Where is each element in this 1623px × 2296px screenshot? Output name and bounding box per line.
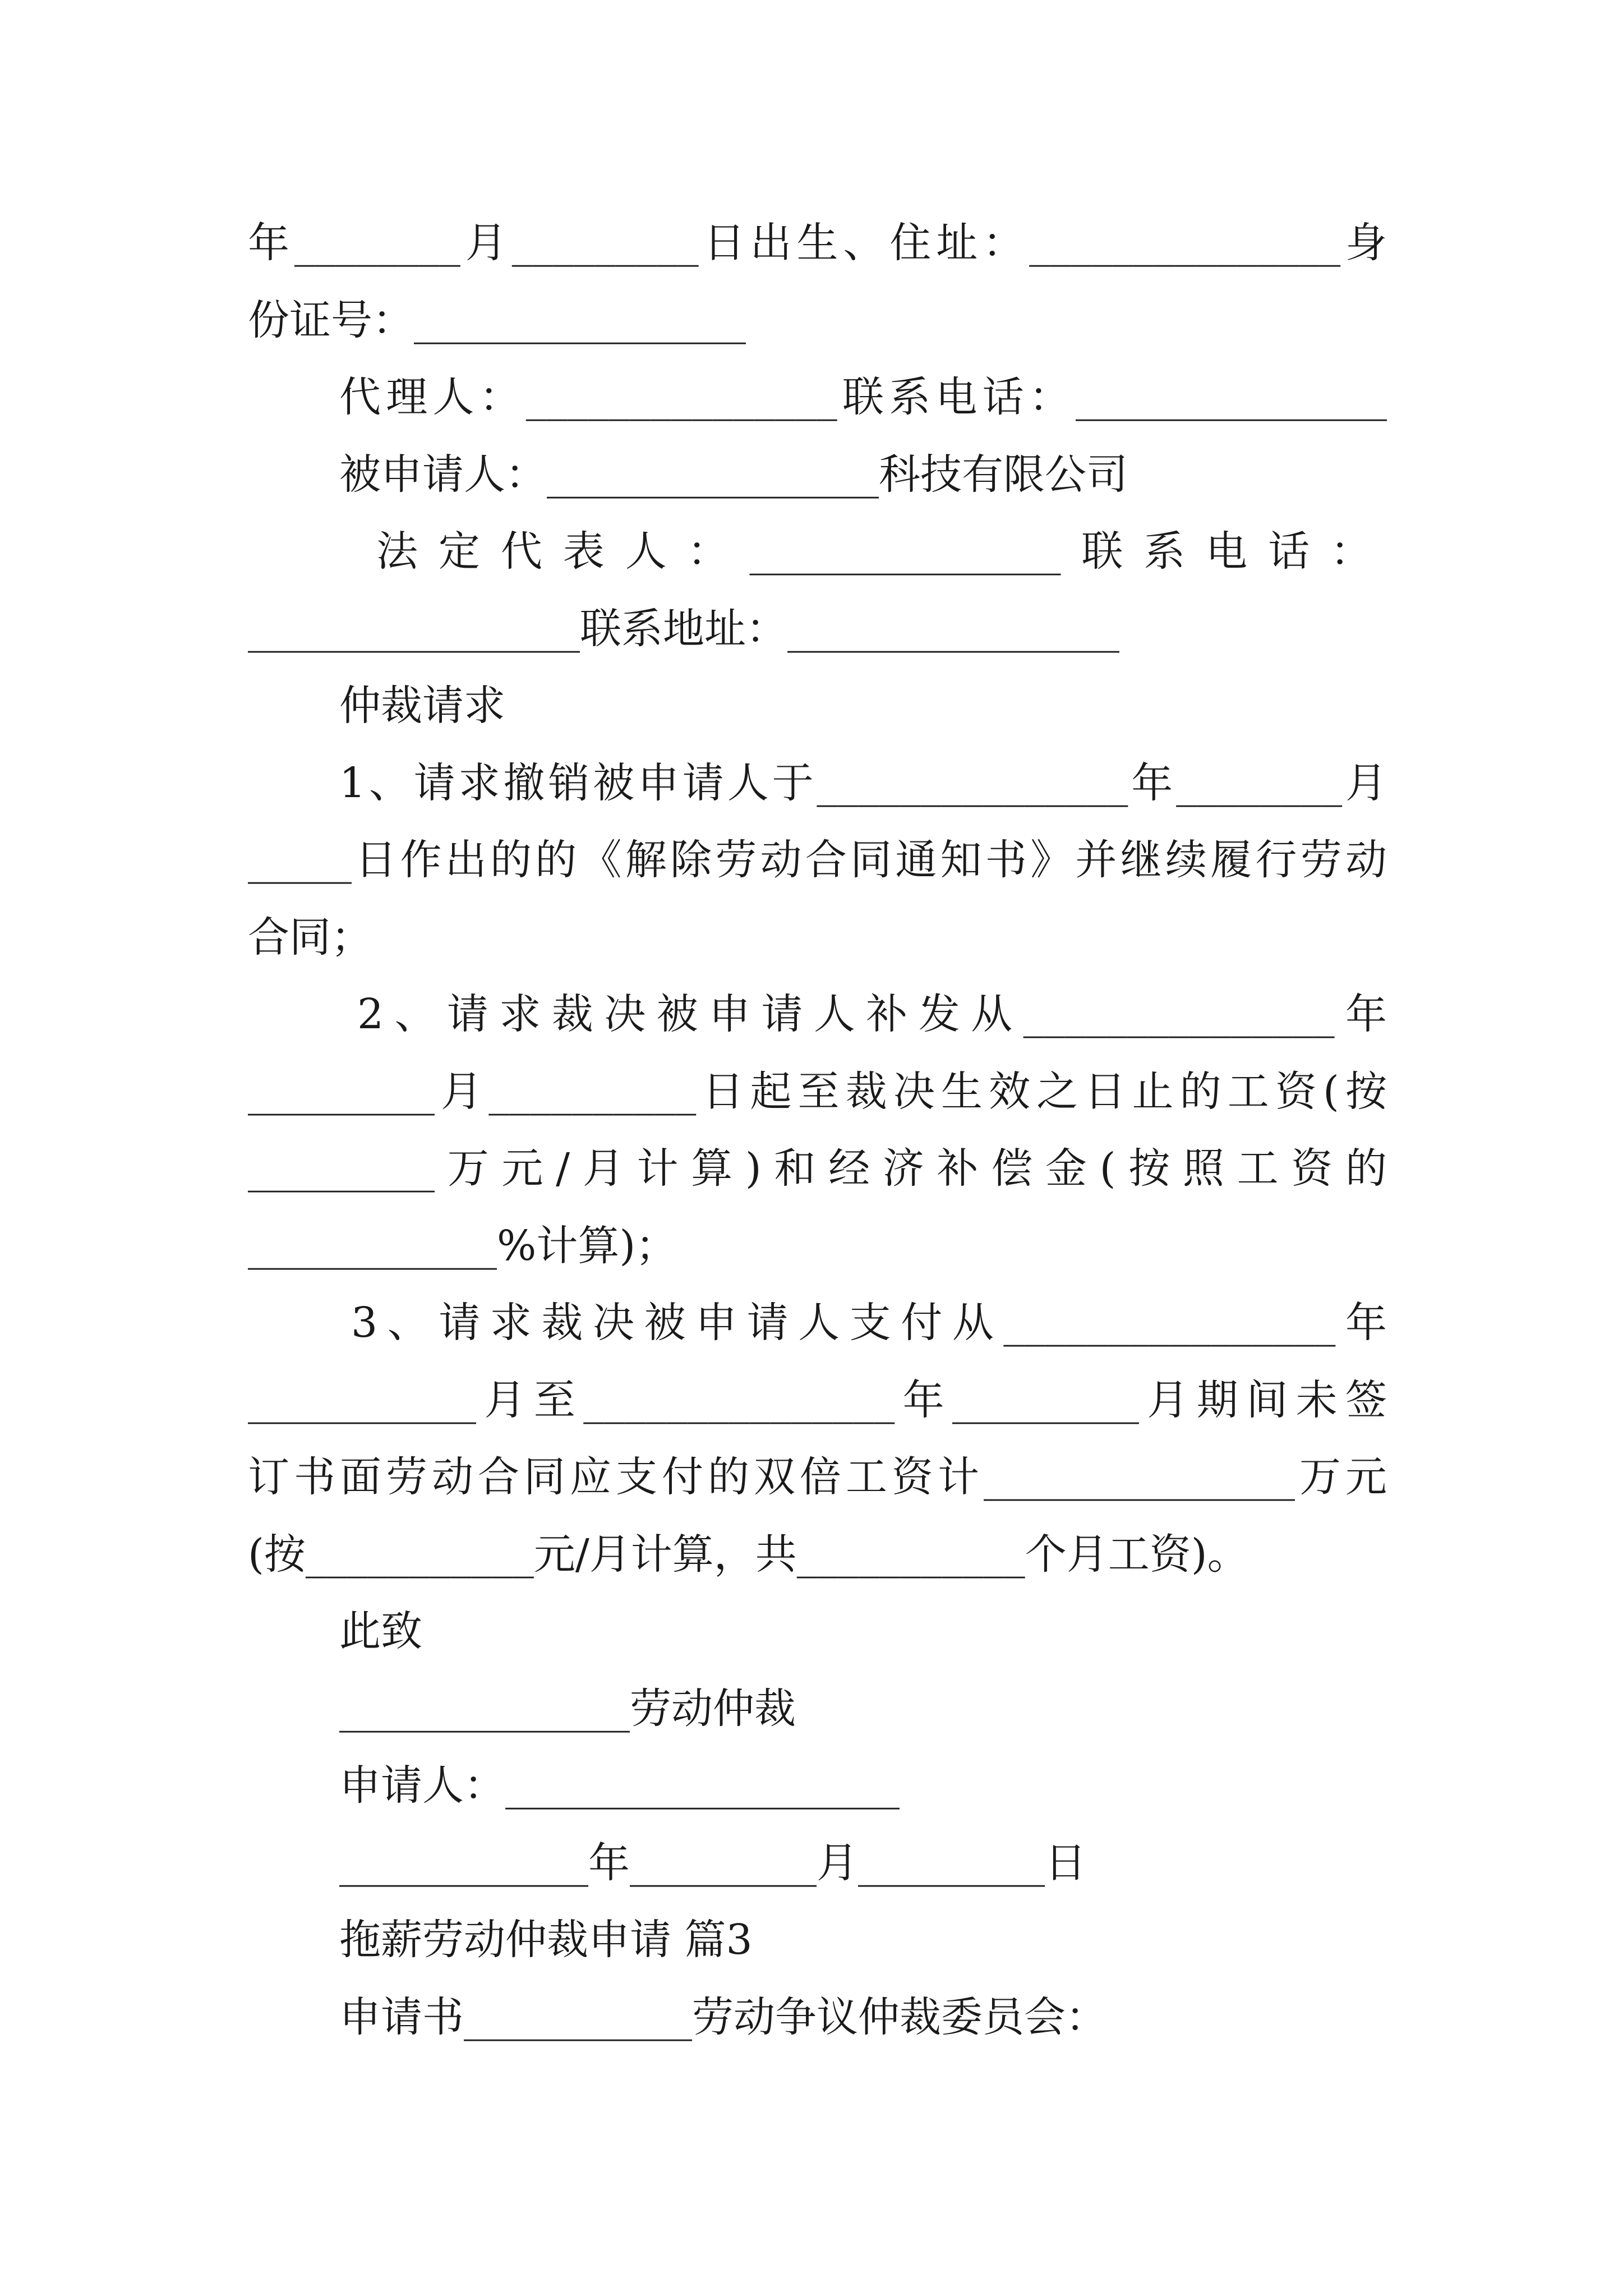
- claim-3-line-3: 订书面劳动合同应支付的双倍工资计_______________万元: [248, 1453, 1387, 1501]
- claim-3-line-4: (按___________元/月计算，共___________个月工资)。: [248, 1530, 1249, 1579]
- claim-3-line-2: ___________月至_______________年_________月期间未签: [248, 1375, 1387, 1424]
- respondent-name-line: 被申请人：________________科技有限公司: [339, 450, 1128, 499]
- claims-heading: 仲裁请求: [339, 682, 505, 730]
- claim-3-line-1: 3、请求裁决被申请人支付从________________年: [351, 1299, 1387, 1347]
- claim-1-line-2: _____日作出的的《解除劳动合同通知书》并继续履行劳动: [248, 836, 1387, 884]
- claim-2-line-3: _________万元/月计算)和经济补偿金(按照工资的: [248, 1144, 1387, 1193]
- closing-signature: 申请人：___________________: [339, 1761, 900, 1810]
- claim-1-line-3: 合同；: [248, 913, 372, 961]
- claim-2-line-1: 2、请求裁决被申请人补发从_______________年: [357, 990, 1387, 1038]
- closing-salutation: 此致: [339, 1607, 422, 1655]
- applicant-birth-address-line: 年________月_________日出生、住址：_______________身: [248, 219, 1387, 267]
- closing-date: ____________年_________月_________日: [339, 1838, 1086, 1887]
- next-section-opening: 申请书___________劳动争议仲裁委员会：: [339, 1993, 1107, 2041]
- claim-2-line-2: _________月__________日起至裁决生效之日止的工资(按: [248, 1067, 1387, 1116]
- claim-1-line-1: 1、请求撤销被申请人于_______________年________月: [339, 758, 1387, 807]
- agent-line: 代理人：_______________联系电话：_______________: [339, 373, 1387, 421]
- next-section-title: 拖薪劳动仲裁申请 篇3: [339, 1916, 753, 1964]
- claim-2-line-4: ____________%计算)；: [248, 1221, 677, 1270]
- document-page: [248, 205, 1387, 2056]
- closing-addressee: ______________劳动仲裁: [339, 1684, 796, 1733]
- respondent-address-line: ________________联系地址：________________: [248, 604, 1119, 653]
- respondent-legal-rep-line: 法定代表人：_______________联系电话：: [376, 527, 1372, 576]
- applicant-id-line: 份证号：________________: [248, 296, 746, 344]
